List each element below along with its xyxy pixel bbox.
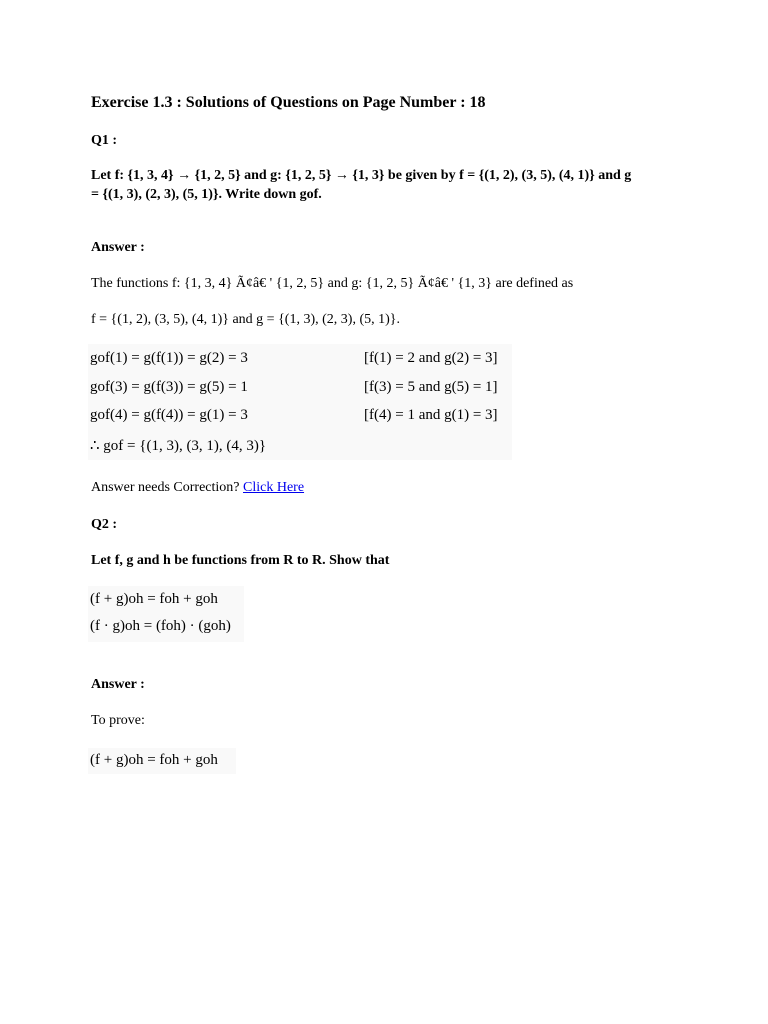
q2-label: Q2 : [91,517,118,532]
q1-answer-line1: The functions f: {1, 3, 4} Ã¢â€ ' {1, 2, 5} and g: {1, 2, 5} Ã¢â€ ' {1, 3} are defined as [91,276,574,291]
q1-correction-row [91,480,304,496]
q1-answer-label: Answer : [91,240,145,255]
q1-question-line1: Let f: {1, 3, 4} → {1, 2, 5} and g: {1, 2, 5} → {1, 3} be given by f = {(1, 2), (3, 5), (4, 1)} and g [91,168,632,183]
q1-work-equation-image [88,344,512,460]
click-here-link[interactable]: Click Here [243,480,305,495]
q1-work-right-3: [f(4) = 1 and g(1) = 3] [364,407,498,423]
q2-identities-equation-image [88,586,244,642]
q1-conclusion: ∴ gof = {(1, 3), (3, 1), (4, 3)} [90,438,267,454]
q2-answer-text: To prove: [91,713,145,728]
q2-identity-1: (f + g)oh = foh + goh [90,591,218,607]
q1-work-right-2: [f(3) = 5 and g(5) = 1] [364,379,498,395]
q1-work-left-1: gof(1) = g(f(1)) = g(2) = 3 [90,350,248,366]
page-title: Exercise 1.3 : Solutions of Questions on Page Number : 18 [91,94,486,111]
q1-question-line2: = {(1, 3), (2, 3), (5, 1)}. Write down gof. [91,187,322,202]
q2-proof-equation-image [88,748,236,774]
q1-label: Q1 : [91,133,118,148]
q2-identity-2: (f · g)oh = (foh) · (goh) [90,618,231,634]
q2-answer-label: Answer : [91,677,145,692]
q2-question: Let f, g and h be functions from R to R. Show that [91,553,390,568]
q1-work-right-1: [f(1) = 2 and g(2) = 3] [364,350,498,366]
q1-work-left-2: gof(3) = g(f(3)) = g(5) = 1 [90,379,248,395]
q1-correction-text: Answer needs Correction? [91,480,240,495]
q1-work-left-3: gof(4) = g(f(4)) = g(1) = 3 [90,407,248,423]
q2-proof-line: (f + g)oh = foh + goh [90,752,218,768]
q1-answer-line2: f = {(1, 2), (3, 5), (4, 1)} and g = {(1, 3), (2, 3), (5, 1)}. [91,312,400,327]
